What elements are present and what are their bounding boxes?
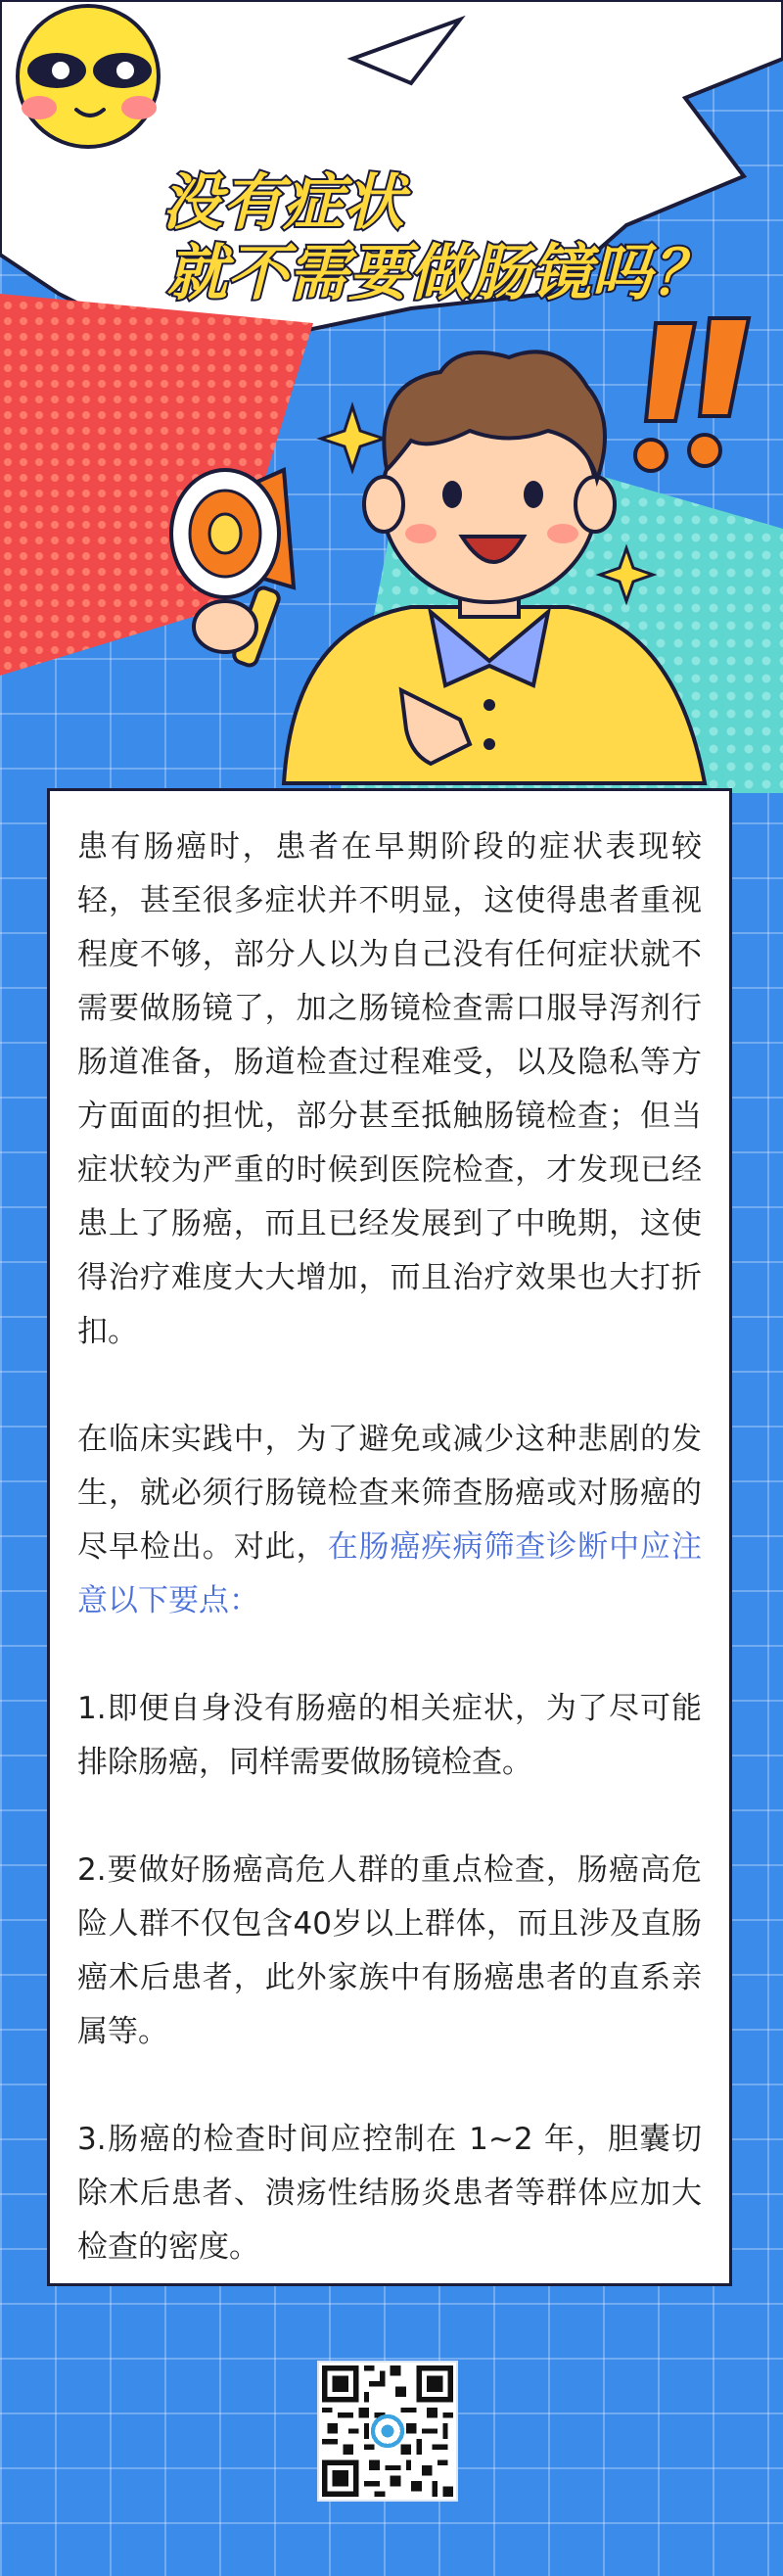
qr-code-icon	[322, 2365, 453, 2497]
article-paragraph-1: 患有肠癌时，患者在早期阶段的症状表现较轻，甚至很多症状并不明显，这使得患者重视程度不够，部分人以为自己没有任何症状就不需要做肠镜了，加之肠镜检查需口服导泻剂行肠道准备，肠道检查过程难受，以及隐私等方方面面的担忧，部分甚至抵触肠镜检查；但当症状较为严重的时候到医院检查，才发现已经患上了肠癌，而且已经发展到了中晚期，这使得治疗难度大大增加，而且治疗效果也大打折扣。	[77, 829, 702, 1349]
exclamation-icon	[635, 318, 749, 471]
megaphone-icon	[171, 470, 294, 668]
qr-code[interactable]	[319, 2363, 456, 2500]
point-2: 2.要做好肠癌高危人群的重点检查，肠癌高危险人群不仅包含40岁以上群体，而且涉及直肠癌术后患者，此外家族中有肠癌患者的直系亲属等。	[77, 1852, 702, 2049]
title-line-2: 就不需要做肠镜吗？	[166, 237, 714, 308]
hero-illustration	[0, 0, 783, 793]
sunglasses-face-icon	[18, 6, 159, 147]
paragraph-2-text: 在临床实践中，为了避免或减少这种悲剧的发生，就必须行肠镜检查来筛查肠癌或对肠癌的尽早检出。对此，	[77, 1422, 702, 1565]
article-card	[47, 788, 732, 2286]
title-line-1: 没有症状	[161, 166, 405, 238]
highlight-text: 在肠癌疾病筛查诊断中应注意以下要点：	[77, 1529, 702, 1618]
point-3: 3.肠癌的检查时间应控制在 1~2 年，胆囊切除术后患者、溃疡性结肠炎患者等群体应加大检查的密度。	[77, 2122, 702, 2265]
point-1: 1.即便自身没有肠癌的相关症状，为了尽可能排除肠癌，同样需要做肠镜检查。	[77, 1691, 702, 1780]
article-paragraph-2	[77, 1413, 702, 1628]
